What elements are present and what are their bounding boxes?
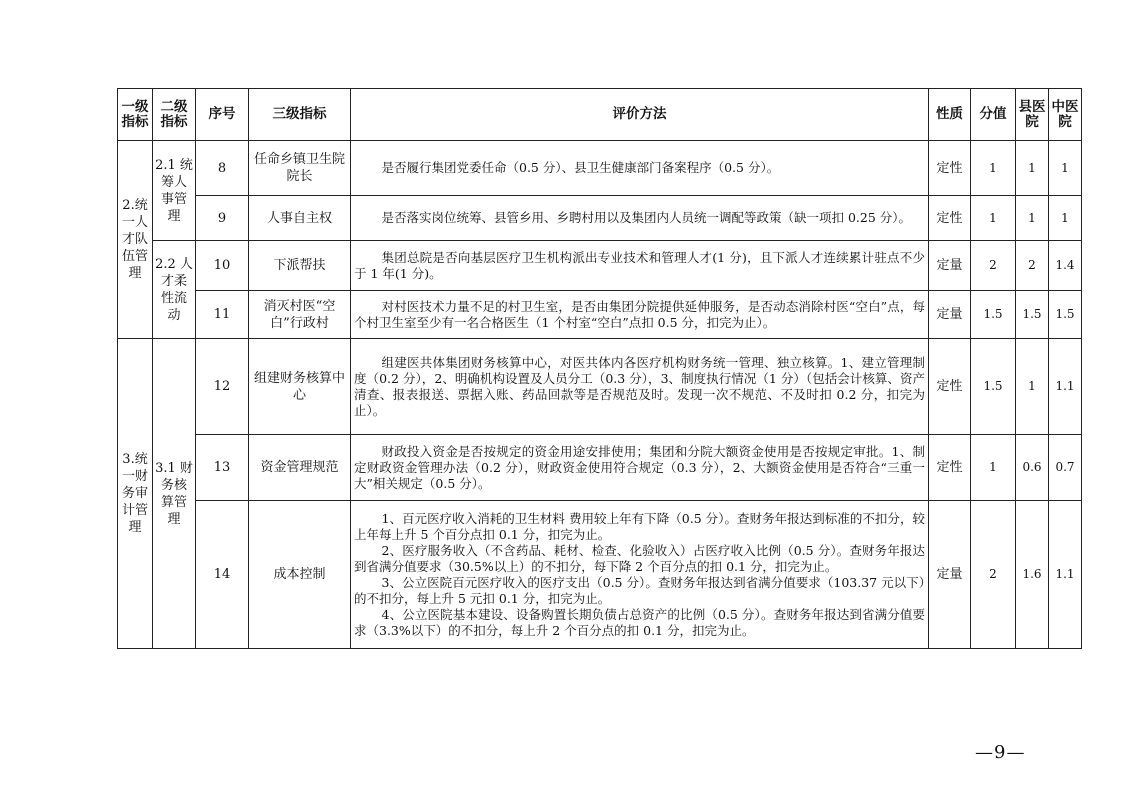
county-hospital-score: 1.5 [1016,291,1049,339]
header-method: 评价方法 [351,89,929,141]
table-row [118,291,1082,339]
county-hospital-score: 0.6 [1016,435,1049,501]
score: 1 [971,435,1016,501]
method-paragraph: 财政投入资金是否按规定的资金用途安排使用；集团和分院大额资金使用是否按规定审批。1、制定财政资金管理办法（0.2 分），财政资金使用符合规定（0.3 分），2、大额资金使用是否符合“三重一大”相关规定（0.5 分）。 [354,443,925,491]
table-row [118,141,1082,196]
row-number: 12 [196,339,249,435]
evaluation-table [117,88,1082,649]
nature: 定量 [929,291,971,339]
header-score: 分值 [971,89,1016,141]
level1-indicator: 3.统一财务审计管理 [118,339,153,649]
method-paragraph: 是否履行集团党委任命（0.5 分）、县卫生健康部门备案程序（0.5 分）。 [381,160,780,175]
county-hospital-score: 1 [1016,141,1049,196]
score: 1 [971,141,1016,196]
nature: 定量 [929,501,971,649]
row-number: 14 [196,501,249,649]
level3-indicator: 人事自主权 [249,196,351,241]
score: 1.5 [971,339,1016,435]
level2-indicator: 2.2 人才柔性流动 [153,241,196,339]
tcm-hospital-score: 0.7 [1049,435,1082,501]
level3-indicator: 任命乡镇卫生院院长 [249,141,351,196]
nature: 定性 [929,196,971,241]
score: 2 [971,501,1016,649]
row-number: 13 [196,435,249,501]
method-paragraph: 3、公立医院百元医疗收入的医疗支出（0.5 分）。查财务年报达到省满分值要求（103.37 元以下）的不扣分，每上升 5 元扣 0.1 分，扣完为止。 [354,574,925,606]
county-hospital-score: 2 [1016,241,1049,291]
county-hospital-score: 1.6 [1016,501,1049,649]
table-row [118,241,1082,291]
level2-indicator: 3.1 财务核算管理 [153,339,196,649]
score: 1 [971,196,1016,241]
table-body [118,141,1082,649]
tcm-hospital-score: 1.1 [1049,339,1082,435]
nature: 定性 [929,435,971,501]
evaluation-method [351,291,929,339]
level1-indicator: 2.统一人才队伍管理 [118,141,153,339]
tcm-hospital-score: 1.5 [1049,291,1082,339]
level3-indicator: 成本控制 [249,501,351,649]
header-no: 序号 [196,89,249,141]
county-hospital-score: 1 [1016,196,1049,241]
nature: 定量 [929,241,971,291]
row-number: 9 [196,196,249,241]
table-row [118,196,1082,241]
level3-indicator: 下派帮扶 [249,241,351,291]
table-row [118,501,1082,649]
page-number: —9— [975,742,1026,763]
header-level3: 三级指标 [249,89,351,141]
method-paragraph: 2、医疗服务收入（不含药品、耗材、检查、化验收入）占医疗收入比例（0.5 分）。查财务年报达到省满分值要求（30.5%以上）的不扣分，每下降 2 个百分点的扣 0.1 分，扣完为止。 [354,542,925,574]
tcm-hospital-score: 1.1 [1049,501,1082,649]
level3-indicator: 资金管理规范 [249,435,351,501]
evaluation-method [351,141,929,196]
tcm-hospital-score: 1 [1049,141,1082,196]
method-paragraph: 是否落实岗位统筹、县管乡用、乡聘村用以及集团内人员统一调配等政策（缺一项扣 0.25 分）。 [381,210,912,225]
level3-indicator: 组建财务核算中心 [249,339,351,435]
nature: 定性 [929,339,971,435]
method-paragraph: 1、百元医疗收入消耗的卫生材料 费用较上年有下降（0.5 分）。查财务年报达到标准的不扣分，较上年每上升 5 个百分点扣 0.1 分，扣完为止。 [354,510,925,542]
level3-indicator: 消灭村医“空白”行政村 [249,291,351,339]
method-paragraph: 组建医共体集团财务核算中心，对医共体内各医疗机构财务统一管理、独立核算。1、建立管理制度（0.2 分），2、明确机构设置及人员分工（0.3 分），3、制度执行情况（1 分）（包括会计核算、资产清查、报表报送、票据入账、药品回款等是否规范及时。发现一次不规范、不及时扣 0.2 分，扣完为止）。 [354,354,925,418]
row-number: 11 [196,291,249,339]
nature: 定性 [929,141,971,196]
method-paragraph: 集团总院是否向基层医疗卫生机构派出专业技术和管理人才(1 分)，且下派人才连续累计驻点不少于 1 年(1 分)。 [354,249,925,281]
level2-indicator: 2.1 统筹人事管理 [153,141,196,241]
header-nature: 性质 [929,89,971,141]
score: 2 [971,241,1016,291]
county-hospital-score: 1 [1016,339,1049,435]
evaluation-method [351,196,929,241]
header-level1: 一级指标 [118,89,153,141]
header-county: 县医院 [1016,89,1049,141]
score: 1.5 [971,291,1016,339]
method-paragraph: 4、公立医院基本建设、设备购置长期负债占总资产的比例（0.5 分）。查财务年报达到省满分值要求（3.3%以下）的不扣分，每上升 2 个百分点的扣 0.1 分，扣完为止。 [354,606,925,638]
evaluation-method [351,435,929,501]
evaluation-method [351,339,929,435]
header-tcm: 中医院 [1049,89,1082,141]
row-number: 8 [196,141,249,196]
table-row [118,339,1082,435]
table-row [118,435,1082,501]
tcm-hospital-score: 1.4 [1049,241,1082,291]
evaluation-method [351,241,929,291]
row-number: 10 [196,241,249,291]
method-paragraph: 对村医技术力量不足的村卫生室，是否由集团分院提供延伸服务，是否动态消除村医“空白”点，每个村卫生室至少有一名合格医生（1 个村室“空白”点扣 0.5 分，扣完为止）。 [354,298,925,330]
header-level2: 二级指标 [153,89,196,141]
header-row [118,89,1082,141]
tcm-hospital-score: 1 [1049,196,1082,241]
evaluation-method [351,501,929,649]
